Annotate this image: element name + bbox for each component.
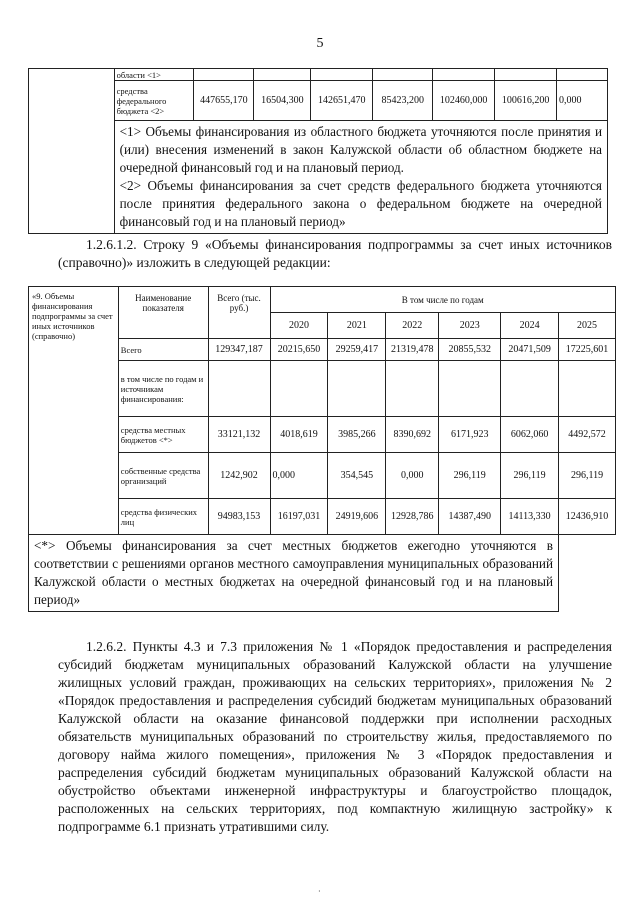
total-value: 33121,132: [208, 417, 270, 453]
footnote-regional: <1> Объемы финансирования из областного бюджета уточняются после принятия и (или) внесения изменений в закон Калужской области об областном бюджете на очередной финансовый год и на плановый период.: [119, 124, 602, 175]
footnote-cell: [114, 121, 607, 234]
row-label-regional: области <1>: [114, 69, 194, 81]
paragraph-1-2-6-2: 1.2.6.2. Пункты 4.3 и 7.3 приложения № 1 «Порядок предоставления и распределения субсидий бюджетам муниципальных образований Калужской области на улучшение жилищных условий граждан, проживающих на сельских территориях», приложения № 2 «Порядок предоставления и распределения субсидий бюджетам муниципальных образований Калужской области на оказание финансовой поддержки при исполнении расходных обязательств муниципальных образований по строительству жилья, предоставляемого по договору найма жилого помещения», приложения № 3 «Порядок предоставления и распределения субсидий бюджетам муниципальных образований Калужской области на обустройство объектами инженерной инфраструктуры и благоустройство площадок, расположенных на сельских территориях, под компактную жилищную застройку» к подпрограмме 6.1 признать утратившими силу.: [58, 639, 612, 834]
year-value: 8390,692: [386, 417, 439, 453]
footnote-federal: <2> Объемы финансирования за счет средств федерального бюджета уточняются после принятия федерального закона о федеральном бюджете на очередной финансовый год и на плановый период»: [119, 178, 602, 229]
year-value: 21319,478: [386, 339, 439, 361]
page-number: 5: [316, 36, 324, 51]
funding-table-continued: [28, 68, 608, 234]
year-value: 16197,031: [270, 499, 328, 535]
col-total-header: Всего (тыс. руб.): [208, 287, 270, 339]
year-header: 2021: [328, 313, 386, 339]
year-value: 14113,330: [501, 499, 559, 535]
empty-cell: [29, 69, 115, 234]
year-value: 14387,490: [439, 499, 501, 535]
year-value: 12436,910: [559, 499, 616, 535]
year-value: 3985,266: [328, 417, 386, 453]
row-label-individuals: средства физических лиц: [118, 499, 208, 535]
year-value: 296,119: [559, 453, 616, 499]
row-label-total: Всего: [118, 339, 208, 361]
federal-value: 85423,200: [373, 81, 433, 121]
year-value: 29259,417: [328, 339, 386, 361]
year-value: 0,000: [386, 453, 439, 499]
year-value: 296,119: [439, 453, 501, 499]
year-value: 24919,606: [328, 499, 386, 535]
federal-value: 16504,300: [254, 81, 311, 121]
year-header: 2024: [501, 313, 559, 339]
total-value: 129347,187: [208, 339, 270, 361]
paragraph-1-2-6-1-2: 1.2.6.1.2. Строку 9 «Объемы финансирования подпрограммы за счет иных источников (справочно)» изложить в следующей редакции:: [58, 237, 612, 270]
other-sources-table: [28, 286, 616, 612]
local-budgets-footnote: <*> Объемы финансирования за счет местных бюджетов ежегодно уточняются в соответствии с решениями органов местного самоуправления муниципальных образований Калужской области о местных бюджетах на очередной финансовый год и на плановый период»: [29, 535, 559, 612]
year-header: 2023: [439, 313, 501, 339]
row-label-own-funds: собственные средства организаций: [118, 453, 208, 499]
row-label-local-budgets: средства местных бюджетов <*>: [118, 417, 208, 453]
year-value: 0,000: [270, 453, 328, 499]
total-value: 1242,902: [208, 453, 270, 499]
year-value: 4492,572: [559, 417, 616, 453]
federal-value: 142651,470: [311, 81, 373, 121]
year-value: 20215,650: [270, 339, 328, 361]
years-header: В том числе по годам: [270, 287, 616, 313]
year-value: 20855,532: [439, 339, 501, 361]
year-header: 2022: [386, 313, 439, 339]
row-title-cell: «9. Объемы финансирования подпрограммы за счет иных источников (справочно): [29, 287, 119, 535]
row-label-breakdown: в том числе по годам и источникам финансирования:: [118, 361, 208, 417]
year-value: 12928,786: [386, 499, 439, 535]
year-value: 17225,601: [559, 339, 616, 361]
scan-artifact: ·: [318, 887, 321, 896]
federal-value: 100616,200: [495, 81, 557, 121]
year-value: 6171,923: [439, 417, 501, 453]
federal-value: 102460,000: [433, 81, 495, 121]
row-label-federal: средства федерального бюджета <2>: [114, 81, 194, 121]
col-name-header: Наименование показателя: [118, 287, 208, 339]
year-value: 6062,060: [501, 417, 559, 453]
federal-total: 447655,170: [194, 81, 254, 121]
year-header: 2020: [270, 313, 328, 339]
year-value: 296,119: [501, 453, 559, 499]
year-header: 2025: [559, 313, 616, 339]
year-value: 20471,509: [501, 339, 559, 361]
federal-value: 0,000: [557, 81, 608, 121]
total-value: 94983,153: [208, 499, 270, 535]
year-value: 354,545: [328, 453, 386, 499]
year-value: 4018,619: [270, 417, 328, 453]
